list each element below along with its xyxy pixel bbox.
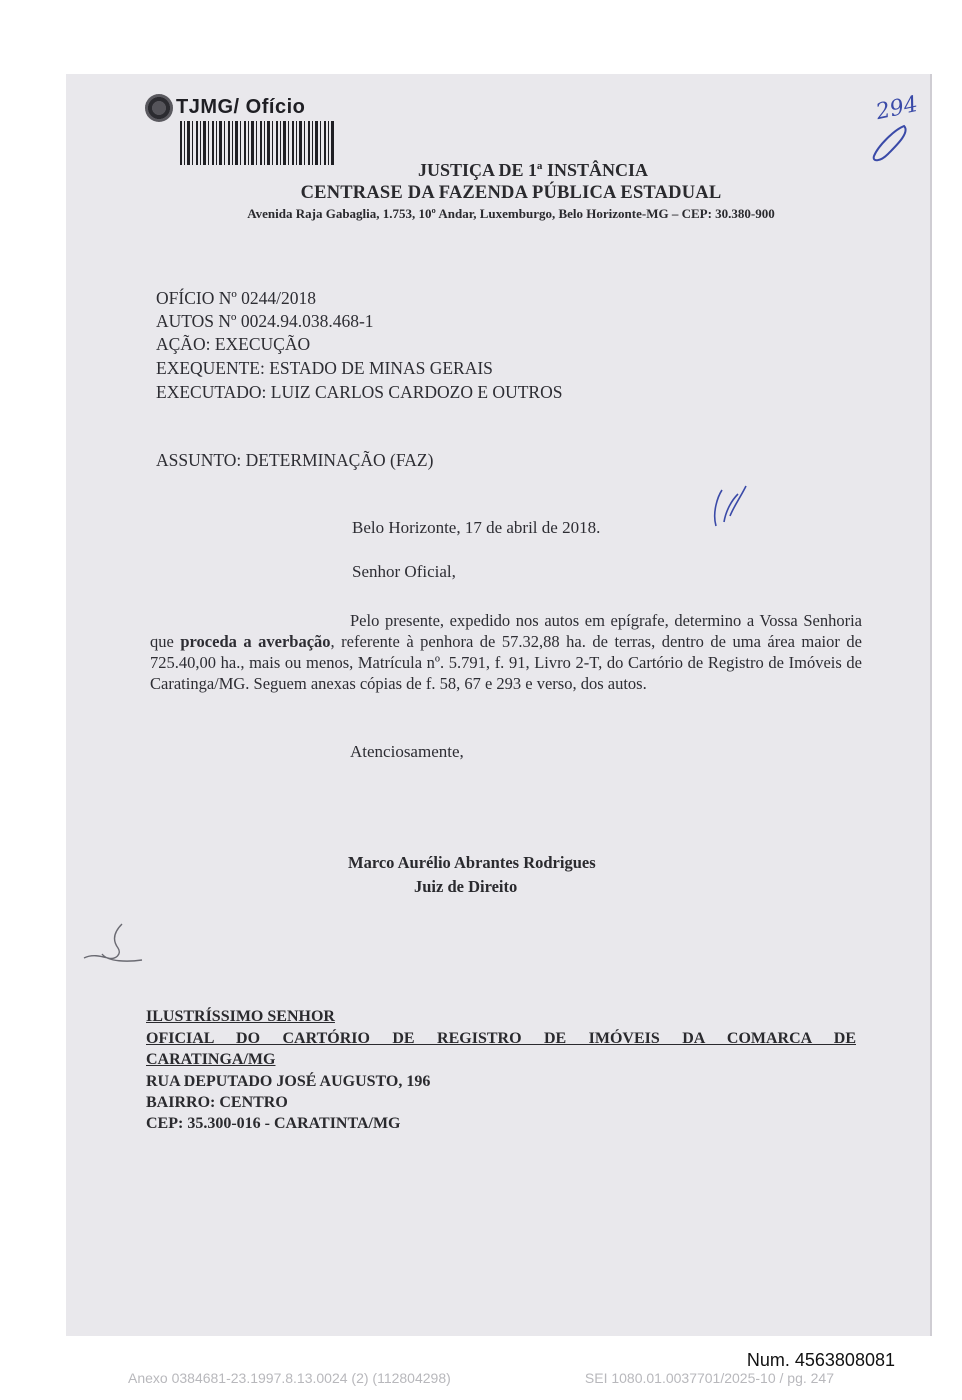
tjmg-oficio-stamp: TJMG/ Ofício <box>176 96 306 118</box>
exequente: EXEQUENTE: ESTADO DE MINAS GERAIS <box>156 358 493 378</box>
page-number-text: 294 <box>873 91 921 126</box>
recipient-neighborhood: BAIRRO: CENTRO <box>146 1094 288 1111</box>
executado: EXECUTADO: LUIZ CARLOS CARDOZO E OUTROS <box>156 382 563 402</box>
letter-body-part1: Pelo presente, expedido nos autos em epígrafe, determino a Vossa Senhoria que <box>150 611 862 651</box>
recipient-salutation: ILUSTRÍSSIMO SENHOR <box>146 1008 335 1025</box>
court-seal-icon <box>145 94 173 122</box>
court-title: JUSTIÇA DE 1ª INSTÂNCIA <box>418 160 648 180</box>
recipient-street: RUA DEPUTADO JOSÉ AUGUSTO, 196 <box>146 1073 431 1090</box>
scanned-document-page <box>66 74 932 1336</box>
oficio-number: OFÍCIO Nº 0244/2018 <box>156 288 317 308</box>
annex-reference: Anexo 0384681-23.1997.8.13.0024 (2) (112804298) <box>128 1370 451 1386</box>
recipient-cep: CEP: 35.300-016 - CARATINTA/MG <box>146 1115 401 1132</box>
letter-date: Belo Horizonte, 17 de abril de 2018. <box>352 518 601 537</box>
pencil-scribble-icon <box>78 918 150 972</box>
handwritten-initials-icon <box>704 476 754 536</box>
recipient-title: OFICIAL DO CARTÓRIO DE REGISTRO DE IMÓVEIS DA COMARCA DE <box>146 1030 856 1047</box>
signer-name: Marco Aurélio Abrantes Rodrigues <box>348 853 596 872</box>
letter-salutation: Senhor Oficial, <box>352 562 456 581</box>
court-address: Avenida Raja Gabaglia, 1.753, 10º Andar, Luxemburgo, Belo Horizonte-MG – CEP: 30.380-900 <box>247 206 775 221</box>
letter-body-part2: , referente à penhora de 57.32,88 ha. de terras, dentro de uma área maior de 725.40,00 ha., mais ou menos, Matrícula nº. 5.791, f. 91, Livro 2-T, do Cartório de Registro de Imóveis de Caratinga/MG. Seguem anexas cópias de f. 58, 67 e 293 e verso, dos autos. <box>150 632 862 693</box>
document-number: Num. 4563808081 <box>746 1350 895 1370</box>
letter-body-bold: proceda a averbação <box>180 632 331 651</box>
footer-annex-line <box>128 1370 834 1386</box>
department-title: CENTRASE DA FAZENDA PÚBLICA ESTADUAL <box>300 183 722 203</box>
sei-reference: SEI 1080.01.0037701/2025-10 / pg. 247 <box>584 1370 834 1386</box>
assunto: ASSUNTO: DETERMINAÇÃO (FAZ) <box>156 450 434 470</box>
barcode-icon <box>180 121 336 165</box>
signer-role: Juiz de Direito <box>414 877 518 896</box>
letter-body <box>150 610 862 694</box>
acao: AÇÃO: EXECUÇÃO <box>156 334 311 354</box>
autos-number: AUTOS Nº 0024.94.038.468-1 <box>156 311 374 331</box>
letter-closing: Atenciosamente, <box>350 742 464 761</box>
recipient-city: CARATINGA/MG <box>146 1051 276 1068</box>
